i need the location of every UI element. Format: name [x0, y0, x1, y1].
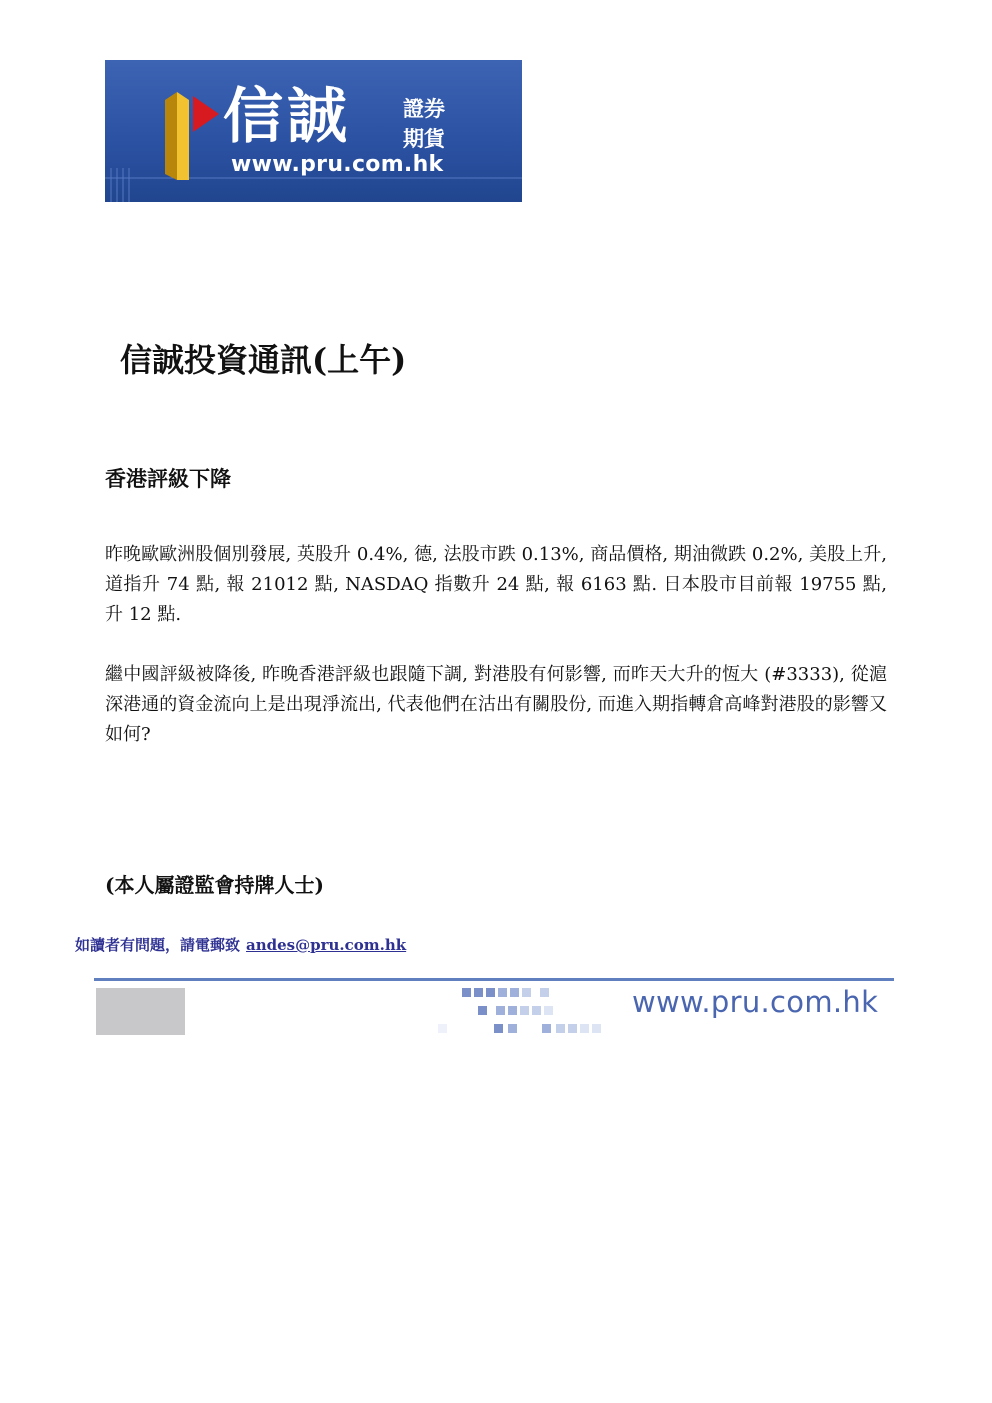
logo-mark-icon: [157, 82, 227, 182]
license-disclaimer: (本人屬證監會持牌人士): [105, 873, 324, 897]
footer-divider: [94, 978, 894, 981]
logo-subtitle-futures: 期貨: [403, 127, 445, 151]
analysis-paragraph: 繼中國評級被降後, 昨晚香港評級也跟隨下調, 對港股有何影響, 而昨天大升的恆大 (#3333), 從滬深港通的資金流向上是出現淨流出, 代表他們在沽出有關股份, 而進入期指轉倉高峰對港股的影響又如何?: [105, 664, 887, 745]
logo-name: 信誠: [223, 82, 351, 152]
market-summary-paragraph: 昨晚歐歐洲股個別發展, 英股升 0.4%, 德, 法股市跌 0.13%, 商品價格, 期油微跌 0.2%, 美股上升, 道指升 74 點, 報 21012 點, NASDAQ 指數升 24 點, 報 6163 點. 日本股市目前報 19755 點, 升 12 點.: [105, 544, 887, 625]
footer-pixel-pattern-icon: [438, 984, 618, 1038]
logo-url: www.pru.com.hk: [231, 152, 444, 177]
footer-grey-block: [96, 988, 185, 1035]
logo-subtitle: [403, 94, 473, 154]
footer-url: www.pru.com.hk: [632, 985, 879, 1019]
page-title: 信誠投資通訊(上午): [120, 341, 407, 379]
contact-line: [75, 933, 406, 957]
section-heading: 香港評級下降: [105, 466, 231, 491]
company-logo: [105, 60, 522, 202]
contact-email-link[interactable]: andes@pru.com.hk: [246, 936, 407, 954]
logo-subtitle-securities: 證券: [403, 97, 445, 121]
contact-text: 如讀者有問題，請電郵致: [75, 936, 241, 954]
